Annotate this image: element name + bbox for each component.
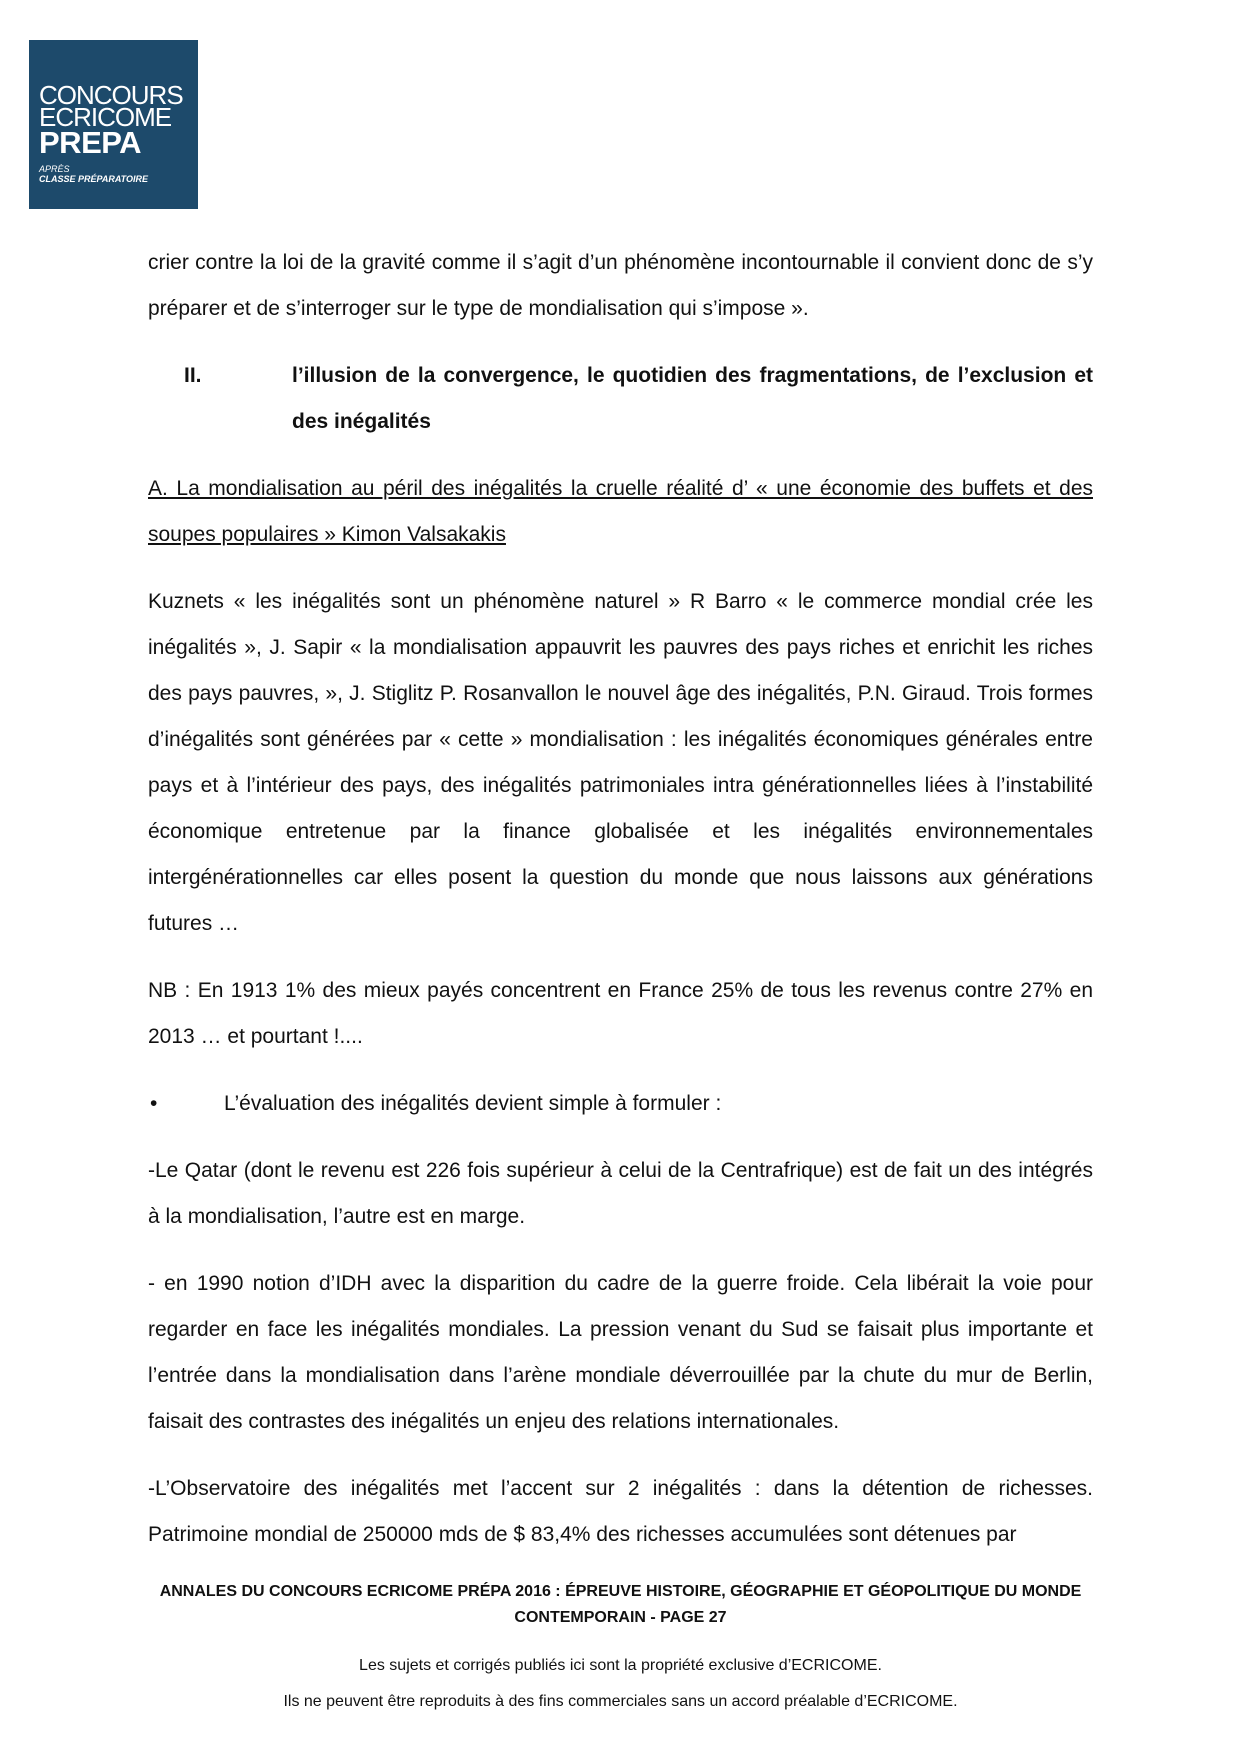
footer-title — [148, 1579, 1093, 1631]
footer-title-line2: CONTEMPORAIN - PAGE 27 — [514, 1609, 727, 1626]
footer-rights — [148, 1648, 1093, 1720]
section-heading — [148, 353, 1093, 445]
subsection-title: A. La mondialisation au péril des inégalités la cruelle réalité d’ « une économie des buffets et des soupes populaires » Kimon Valsakakis — [148, 477, 1093, 546]
footer-title-line1: ANNALES DU CONCOURS ECRICOME PRÉPA 2016 : ÉPREUVE HISTOIRE, GÉOGRAPHIE ET GÉOPOLITIQUE DU MONDE — [159, 1583, 1082, 1600]
logo-line-ecricome: ECRICOME — [39, 102, 172, 132]
bullet-item — [148, 1081, 1093, 1127]
logo-line-apres: APRÈS — [39, 164, 70, 174]
logo-line-classe: CLASSE PRÉPARATOIRE — [39, 174, 149, 184]
paragraph-qatar: -Le Qatar (dont le revenu est 226 fois supérieur à celui de la Centrafrique) est de fait un des intégrés à la mondialisation, l’autre est en marge. — [148, 1159, 1093, 1228]
document-body — [148, 240, 1093, 1579]
section-number: II. — [184, 364, 202, 387]
paragraph-kuznets: Kuznets « les inégalités sont un phénomène naturel » R Barro « le commerce mondial crée les inégalités », J. Sapir « la mondialisation appauvrit les pauvres des pays riches et enrichit les riches des pays pauvres, », J. Stiglitz P. Rosanvallon le nouvel âge des inégalités, P.N. Giraud. Trois formes d’inégalités sont générées par « cette » mondialisation : les inégalités économiques générales entre pays et à l’intérieur des pays, des inégalités patrimoniales intra générationnelles liées à l’instabilité économique entretenue par la finance globalisée et les inégalités environnementales intergénérationnelles car elles posent la question du monde que nous laissons aux générations futures … — [148, 590, 1093, 935]
paragraph-intro: crier contre la loi de la gravité comme il s’agit d’un phénomène incontournable il convient donc de s’y préparer et de s’interroger sur le type de mondialisation qui s’impose ». — [148, 251, 1093, 320]
bullet-text: L’évaluation des inégalités devient simple à formuler : — [224, 1092, 722, 1115]
section-title: l’illusion de la convergence, le quotidien des fragmentations, de l’exclusion et des inégalités — [292, 364, 1093, 433]
footer-rights-line1: Les sujets et corrigés publiés ici sont la propriété exclusive d’ECRICOME. — [359, 1657, 882, 1674]
paragraph-observatoire: -L’Observatoire des inégalités met l’accent sur 2 inégalités : dans la détention de richesses. Patrimoine mondial de 250000 mds de $ 83,4% des richesses accumulées sont détenues par — [148, 1477, 1093, 1546]
logo-line-prepa: PREPA — [39, 125, 142, 160]
footer-rights-line2: Ils ne peuvent être reproduits à des fins commerciales sans un accord préalable d’ECRICOME. — [283, 1693, 958, 1710]
paragraph-1990: - en 1990 notion d’IDH avec la disparition du cadre de la guerre froide. Cela libérait la voie pour regarder en face les inégalités mondiales. La pression venant du Sud se faisait plus importante et l’entrée dans la mondialisation dans l’arène mondiale déverrouillée par la chute du mur de Berlin, faisait des contrastes des inégalités un enjeu des relations internationales. — [148, 1272, 1093, 1433]
ecricome-logo — [29, 40, 198, 209]
logo-line-concours: CONCOURS — [39, 80, 183, 110]
bullet-icon: • — [150, 1092, 158, 1115]
paragraph-nb: NB : En 1913 1% des mieux payés concentrent en France 25% de tous les revenus contre 27% en 2013 … et pourtant !.... — [148, 979, 1093, 1048]
